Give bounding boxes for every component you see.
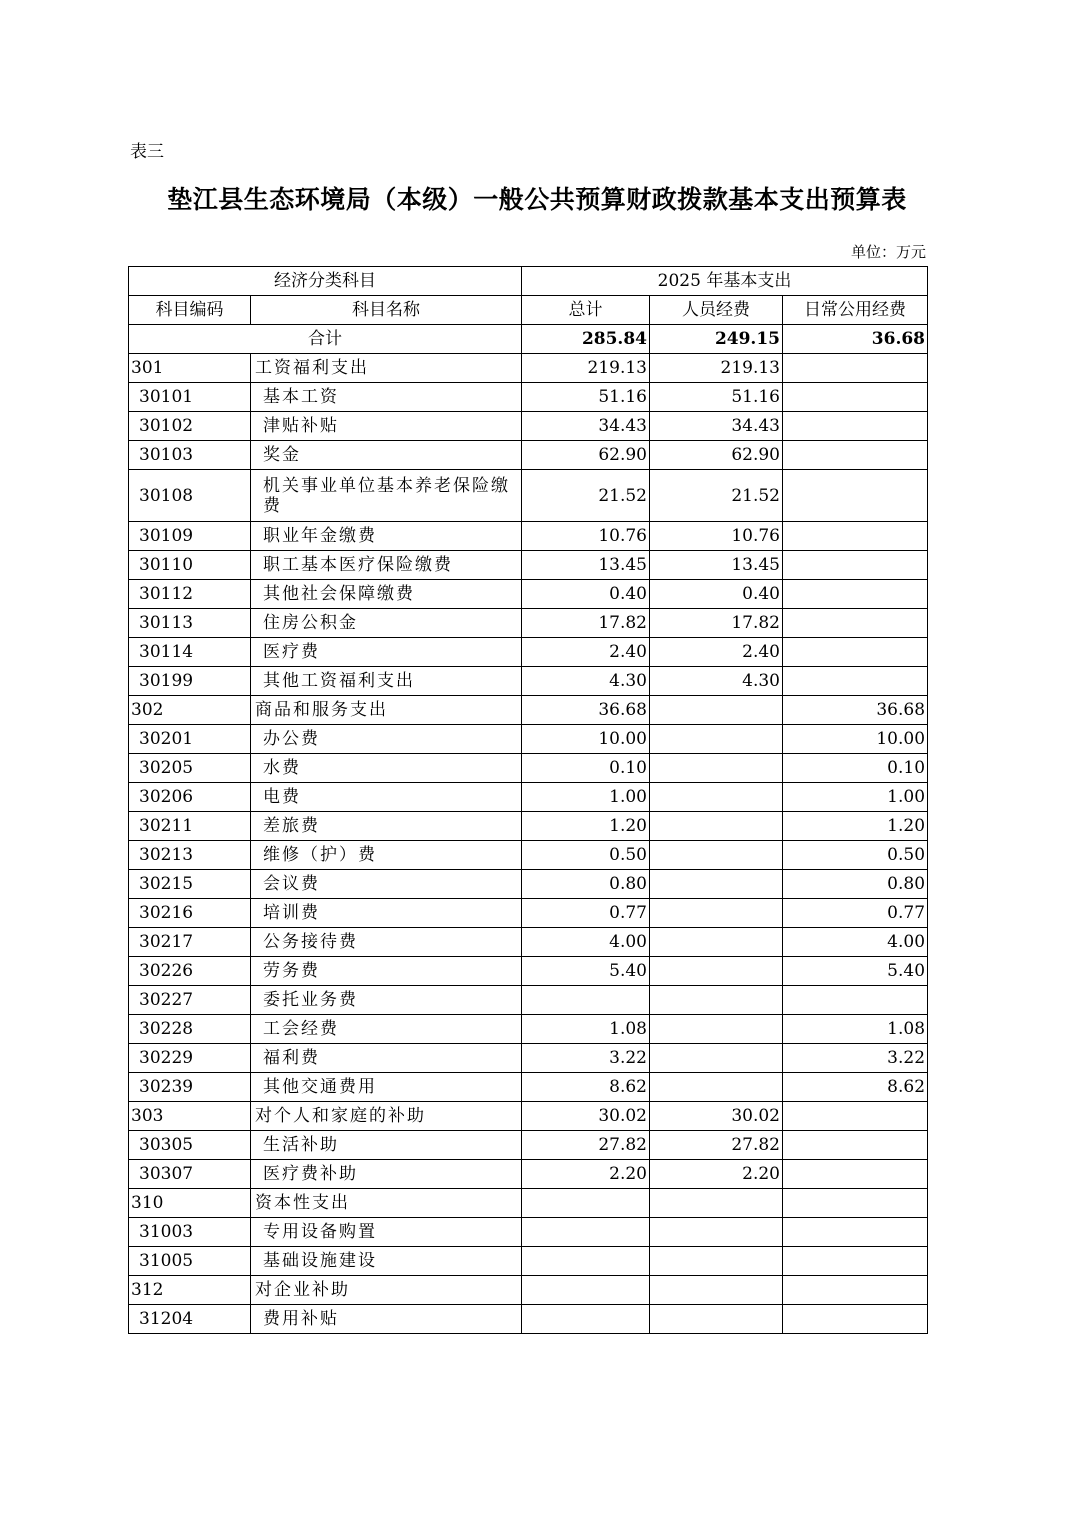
- table-row: [129, 986, 928, 1015]
- row-total: 36.68: [522, 696, 650, 725]
- row-name: 电费: [251, 783, 522, 812]
- row-total: 62.90: [522, 441, 650, 470]
- header-name: 科目名称: [251, 296, 522, 325]
- table-row: [129, 638, 928, 667]
- table-row: [129, 1015, 928, 1044]
- row-code: 30109: [129, 522, 251, 551]
- header-personnel: 人员经费: [650, 296, 783, 325]
- row-total: 34.43: [522, 412, 650, 441]
- row-public: [783, 1102, 928, 1131]
- row-code: 31003: [129, 1218, 251, 1247]
- table-row: [129, 841, 928, 870]
- header-code: 科目编码: [129, 296, 251, 325]
- total-row: [129, 325, 928, 354]
- row-public: 1.08: [783, 1015, 928, 1044]
- header-row-columns: [129, 296, 928, 325]
- row-public: [783, 412, 928, 441]
- row-total: 8.62: [522, 1073, 650, 1102]
- row-public: [783, 1305, 928, 1334]
- row-personnel: [650, 696, 783, 725]
- row-total: 1.08: [522, 1015, 650, 1044]
- row-public: 0.50: [783, 841, 928, 870]
- row-public: [783, 522, 928, 551]
- table-row: [129, 1044, 928, 1073]
- row-personnel: 0.40: [650, 580, 783, 609]
- row-name: 工资福利支出: [251, 354, 522, 383]
- row-code: 30206: [129, 783, 251, 812]
- row-personnel: [650, 841, 783, 870]
- row-public: 10.00: [783, 725, 928, 754]
- table-row: [129, 754, 928, 783]
- table-row: [129, 412, 928, 441]
- row-total: 30.02: [522, 1102, 650, 1131]
- row-personnel: [650, 783, 783, 812]
- row-name: 基本工资: [251, 383, 522, 412]
- header-basic-expenditure: 2025 年基本支出: [522, 267, 928, 296]
- row-total: 51.16: [522, 383, 650, 412]
- row-public: [783, 986, 928, 1015]
- row-name: 水费: [251, 754, 522, 783]
- row-personnel: [650, 986, 783, 1015]
- row-public: [783, 609, 928, 638]
- table-row: [129, 580, 928, 609]
- row-public: 36.68: [783, 696, 928, 725]
- row-total: 3.22: [522, 1044, 650, 1073]
- table-row: [129, 899, 928, 928]
- row-total: 5.40: [522, 957, 650, 986]
- row-name: 办公费: [251, 725, 522, 754]
- row-total: 1.00: [522, 783, 650, 812]
- row-code: 31005: [129, 1247, 251, 1276]
- row-total: [522, 1189, 650, 1218]
- row-public: [783, 441, 928, 470]
- row-public: [783, 383, 928, 412]
- row-total: 4.00: [522, 928, 650, 957]
- table-row: [129, 812, 928, 841]
- row-code: 30201: [129, 725, 251, 754]
- row-personnel: [650, 1218, 783, 1247]
- row-public: [783, 551, 928, 580]
- row-personnel: [650, 1247, 783, 1276]
- row-code: 301: [129, 354, 251, 383]
- row-public: [783, 354, 928, 383]
- row-personnel: 4.30: [650, 667, 783, 696]
- row-code: 31204: [129, 1305, 251, 1334]
- row-name: 维修（护）费: [251, 841, 522, 870]
- row-public: [783, 1131, 928, 1160]
- row-personnel: 62.90: [650, 441, 783, 470]
- table-number: 表三: [130, 142, 164, 162]
- row-code: 302: [129, 696, 251, 725]
- table-row: [129, 522, 928, 551]
- row-personnel: [650, 1044, 783, 1073]
- row-personnel: [650, 957, 783, 986]
- row-personnel: [650, 1305, 783, 1334]
- table-row: [129, 1305, 928, 1334]
- row-public: 5.40: [783, 957, 928, 986]
- row-name: 差旅费: [251, 812, 522, 841]
- page-title: 垫江县生态环境局（本级）一般公共预算财政拨款基本支出预算表: [167, 185, 907, 214]
- row-public: [783, 1218, 928, 1247]
- table-row: [129, 870, 928, 899]
- table-row: [129, 1189, 928, 1218]
- row-total: 2.40: [522, 638, 650, 667]
- row-code: 30199: [129, 667, 251, 696]
- table-row: [129, 551, 928, 580]
- header-total: 总计: [522, 296, 650, 325]
- row-name: 职工基本医疗保险缴费: [251, 551, 522, 580]
- row-public: 4.00: [783, 928, 928, 957]
- row-total: [522, 1218, 650, 1247]
- row-name: 基础设施建设: [251, 1247, 522, 1276]
- row-name: 医疗费: [251, 638, 522, 667]
- row-name: 劳务费: [251, 957, 522, 986]
- row-total: 0.50: [522, 841, 650, 870]
- row-personnel: [650, 754, 783, 783]
- row-name: 奖金: [251, 441, 522, 470]
- table-row: [129, 609, 928, 638]
- row-code: 30103: [129, 441, 251, 470]
- total-personnel: 249.15: [650, 325, 783, 354]
- row-personnel: 21.52: [650, 470, 783, 522]
- row-code: 30305: [129, 1131, 251, 1160]
- row-name: 其他工资福利支出: [251, 667, 522, 696]
- total-public: 36.68: [783, 325, 928, 354]
- table-row: [129, 1131, 928, 1160]
- row-personnel: 13.45: [650, 551, 783, 580]
- row-code: 30215: [129, 870, 251, 899]
- row-name: 工会经费: [251, 1015, 522, 1044]
- row-personnel: 51.16: [650, 383, 783, 412]
- row-public: 8.62: [783, 1073, 928, 1102]
- row-code: 30110: [129, 551, 251, 580]
- row-total: 0.77: [522, 899, 650, 928]
- row-code: 312: [129, 1276, 251, 1305]
- row-total: [522, 986, 650, 1015]
- row-personnel: [650, 928, 783, 957]
- row-public: 0.10: [783, 754, 928, 783]
- row-name: 福利费: [251, 1044, 522, 1073]
- row-name: 费用补贴: [251, 1305, 522, 1334]
- row-code: 30213: [129, 841, 251, 870]
- row-personnel: 219.13: [650, 354, 783, 383]
- row-code: 30307: [129, 1160, 251, 1189]
- row-code: 30112: [129, 580, 251, 609]
- row-total: 219.13: [522, 354, 650, 383]
- table-row: [129, 667, 928, 696]
- table-row: [129, 928, 928, 957]
- row-code: 30216: [129, 899, 251, 928]
- row-name: 资本性支出: [251, 1189, 522, 1218]
- row-total: 27.82: [522, 1131, 650, 1160]
- row-total: 21.52: [522, 470, 650, 522]
- row-public: [783, 580, 928, 609]
- row-code: 30102: [129, 412, 251, 441]
- table-row: [129, 383, 928, 412]
- row-public: [783, 1247, 928, 1276]
- row-personnel: 34.43: [650, 412, 783, 441]
- row-total: 4.30: [522, 667, 650, 696]
- row-public: [783, 667, 928, 696]
- table-row: [129, 1073, 928, 1102]
- row-personnel: [650, 812, 783, 841]
- row-public: [783, 1189, 928, 1218]
- table-row: [129, 725, 928, 754]
- row-personnel: 10.76: [650, 522, 783, 551]
- row-total: [522, 1276, 650, 1305]
- row-personnel: 17.82: [650, 609, 783, 638]
- row-personnel: [650, 870, 783, 899]
- total-total: 285.84: [522, 325, 650, 354]
- row-personnel: 27.82: [650, 1131, 783, 1160]
- header-economic-category: 经济分类科目: [129, 267, 522, 296]
- row-total: 0.40: [522, 580, 650, 609]
- row-public: 3.22: [783, 1044, 928, 1073]
- row-code: 30239: [129, 1073, 251, 1102]
- row-public: 1.00: [783, 783, 928, 812]
- row-total: 13.45: [522, 551, 650, 580]
- row-total: 1.20: [522, 812, 650, 841]
- row-public: [783, 470, 928, 522]
- table-row: [129, 1102, 928, 1131]
- row-code: 30217: [129, 928, 251, 957]
- budget-table: [128, 266, 928, 1334]
- table-row: [129, 783, 928, 812]
- header-public: 日常公用经费: [783, 296, 928, 325]
- row-name: 专用设备购置: [251, 1218, 522, 1247]
- row-name: 公务接待费: [251, 928, 522, 957]
- row-total: 10.00: [522, 725, 650, 754]
- table-row: [129, 354, 928, 383]
- row-code: 30227: [129, 986, 251, 1015]
- row-personnel: [650, 1015, 783, 1044]
- row-public: [783, 638, 928, 667]
- row-total: 10.76: [522, 522, 650, 551]
- row-code: 30228: [129, 1015, 251, 1044]
- row-name: 其他交通费用: [251, 1073, 522, 1102]
- unit-label: 单位：万元: [850, 243, 926, 261]
- row-public: [783, 1276, 928, 1305]
- row-total: 2.20: [522, 1160, 650, 1189]
- row-total: [522, 1247, 650, 1276]
- row-code: 30101: [129, 383, 251, 412]
- row-personnel: [650, 1189, 783, 1218]
- row-personnel: [650, 899, 783, 928]
- row-name: 对个人和家庭的补助: [251, 1102, 522, 1131]
- row-total: 17.82: [522, 609, 650, 638]
- row-name: 住房公积金: [251, 609, 522, 638]
- row-name: 培训费: [251, 899, 522, 928]
- row-code: 30108: [129, 470, 251, 522]
- row-public: [783, 1160, 928, 1189]
- row-code: 30114: [129, 638, 251, 667]
- row-name: 津贴补贴: [251, 412, 522, 441]
- row-public: 1.20: [783, 812, 928, 841]
- row-personnel: [650, 1073, 783, 1102]
- row-personnel: 2.20: [650, 1160, 783, 1189]
- row-personnel: 30.02: [650, 1102, 783, 1131]
- row-name: 机关事业单位基本养老保险缴费: [251, 470, 522, 522]
- row-name: 其他社会保障缴费: [251, 580, 522, 609]
- row-total: [522, 1305, 650, 1334]
- table-row: [129, 957, 928, 986]
- header-row-group: [129, 267, 928, 296]
- table-row: [129, 1218, 928, 1247]
- table-row: [129, 470, 928, 522]
- row-name: 委托业务费: [251, 986, 522, 1015]
- row-personnel: 2.40: [650, 638, 783, 667]
- row-name: 会议费: [251, 870, 522, 899]
- row-name: 对企业补助: [251, 1276, 522, 1305]
- total-label: 合计: [129, 325, 522, 354]
- row-name: 生活补助: [251, 1131, 522, 1160]
- table-row: [129, 1276, 928, 1305]
- row-total: 0.10: [522, 754, 650, 783]
- row-code: 310: [129, 1189, 251, 1218]
- table-row: [129, 1247, 928, 1276]
- row-name: 商品和服务支出: [251, 696, 522, 725]
- row-code: 30229: [129, 1044, 251, 1073]
- row-name: 职业年金缴费: [251, 522, 522, 551]
- row-code: 30113: [129, 609, 251, 638]
- table-row: [129, 441, 928, 470]
- row-code: 30205: [129, 754, 251, 783]
- row-public: 0.77: [783, 899, 928, 928]
- table-row: [129, 1160, 928, 1189]
- row-code: 30211: [129, 812, 251, 841]
- row-name: 医疗费补助: [251, 1160, 522, 1189]
- row-public: 0.80: [783, 870, 928, 899]
- row-code: 30226: [129, 957, 251, 986]
- row-personnel: [650, 1276, 783, 1305]
- row-code: 303: [129, 1102, 251, 1131]
- row-personnel: [650, 725, 783, 754]
- row-total: 0.80: [522, 870, 650, 899]
- table-row: [129, 696, 928, 725]
